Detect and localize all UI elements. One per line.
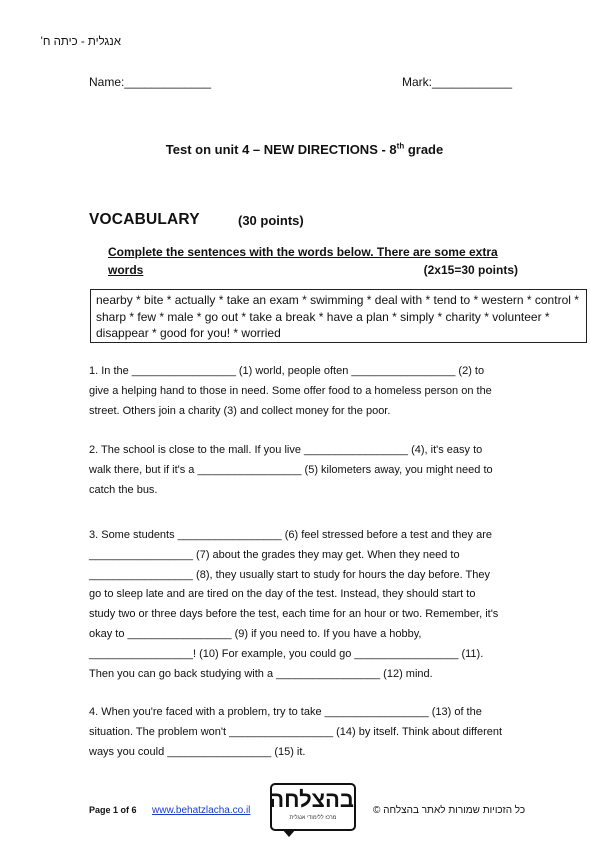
site-link[interactable]: www.behatzlacha.co.il [152, 805, 251, 816]
logo-speech-tail [282, 829, 296, 837]
paragraph-3: 3. Some students _________________ (6) feel stressed before a test and they are _________________ (7) about the grades they may get. When they need to _________________ (8), they usually start to study for hours the day before. They go to sleep late and are tired on the day of the test. Instead, they should start to study two or three days before the test, each time for an hour or two. Remember, it's okay to _________________ (9) if you need to. If you have a hobby, _________________! (10) For example, you could go _________________ (11). Then you can go back studying with a _________________ (12) mind. [89, 529, 499, 680]
paragraph-4: 4. When you're faced with a problem, try to take _________________ (13) of the situation. The problem won't _________________ (14) by itself. Think about different ways you could _________________ (15) it. [89, 706, 503, 758]
test-title-main: Test on unit 4 – NEW DIRECTIONS - 8 [165, 142, 397, 157]
name-field: Name:_____________ [89, 75, 212, 89]
instructions-text: Complete the sentences with the words below. There are some extra words [108, 245, 498, 277]
logo-subtext: מרכז ללימודי אנגלית [289, 815, 337, 821]
page-number: Page 1 of 6 [89, 805, 137, 815]
instructions [108, 243, 522, 279]
header-subject: אנגלית - כיתה ח' [40, 36, 121, 48]
logo-text: בהצלחה [269, 787, 354, 812]
test-title [0, 142, 609, 157]
test-title-suffix: grade [404, 142, 444, 157]
section-points: (30 points) [238, 213, 304, 228]
word-bank: nearby * bite * actually * take an exam * swimming * deal with * tend to * western * control * sharp * few * male * go out * take a break * have a plan * simply * charity * volunteer * disappear * good for you! * worried [90, 289, 587, 343]
paragraph-2: 2. The school is close to the mall. If you live _________________ (4), it's easy to walk there, but if it's a _________________ (5) kilometers away, you might need to catch the bus. [89, 444, 493, 496]
behatzlacha-logo [270, 783, 356, 831]
instructions-score: (2x15=30 points) [423, 263, 518, 277]
test-title-sup: th [396, 141, 405, 151]
section-heading: VOCABULARY [89, 211, 200, 228]
paragraph-1: 1. In the _________________ (1) world, people often _________________ (2) to give a helping hand to those in need. Some offer food to a homeless person on the street. Others join a charity (3) and collect money for the poor. [89, 365, 492, 417]
copyright-notice: כל הזכויות שמורות לאתר בהצלחה © [373, 805, 526, 816]
mark-field: Mark:____________ [402, 75, 513, 89]
